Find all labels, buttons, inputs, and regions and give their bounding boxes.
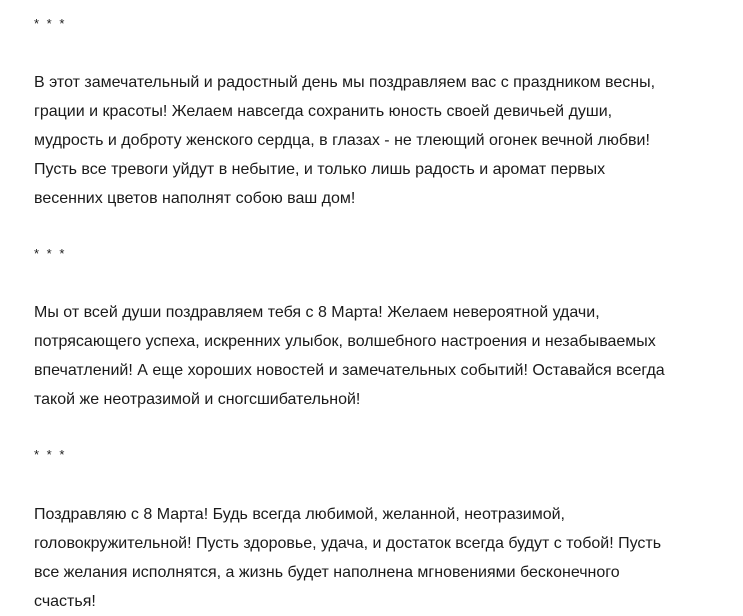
separator: * * * — [34, 447, 67, 462]
text-line: Мы от всей души поздравляем тебя с 8 Марта! Желаем невероятной удачи, — [34, 304, 600, 321]
text-line: весенних цветов наполнят собою ваш дом! — [34, 190, 356, 207]
greeting-paragraph-1 — [34, 68, 734, 213]
greeting-paragraph-2 — [34, 298, 734, 414]
text-line: мудрость и доброту женского сердца, в глазах - не тлеющий огонек вечной любви! — [34, 132, 650, 149]
text-line: грации и красоты! Желаем навсегда сохранить юность своей девичьей души, — [34, 103, 613, 120]
text-line: такой же неотразимой и сногсшибательной! — [34, 391, 361, 408]
text-line: Поздравляю с 8 Марта! Будь всегда любимой, желанной, неотразимой, — [34, 506, 565, 523]
text-line: В этот замечательный и радостный день мы поздравляем вас с праздником весны, — [34, 74, 656, 91]
separator: * * * — [34, 246, 67, 261]
text-line: все желания исполнятся, а жизнь будет наполнена мгновениями бесконечного — [34, 564, 620, 581]
text-line: впечатлений! А еще хороших новостей и замечательных событий! Оставайся всегда — [34, 362, 665, 379]
text-line: счастья! — [34, 593, 96, 610]
text-line: Пусть все тревоги уйдут в небытие, и только лишь радость и аромат первых — [34, 161, 606, 178]
greeting-paragraph-3 — [34, 500, 734, 616]
text-line: головокружительной! Пусть здоровье, удача, и достаток всегда будут с тобой! Пусть — [34, 535, 662, 552]
separator: * * * — [34, 16, 67, 31]
text-line: потрясающего успеха, искренних улыбок, волшебного настроения и незабываемых — [34, 333, 656, 350]
